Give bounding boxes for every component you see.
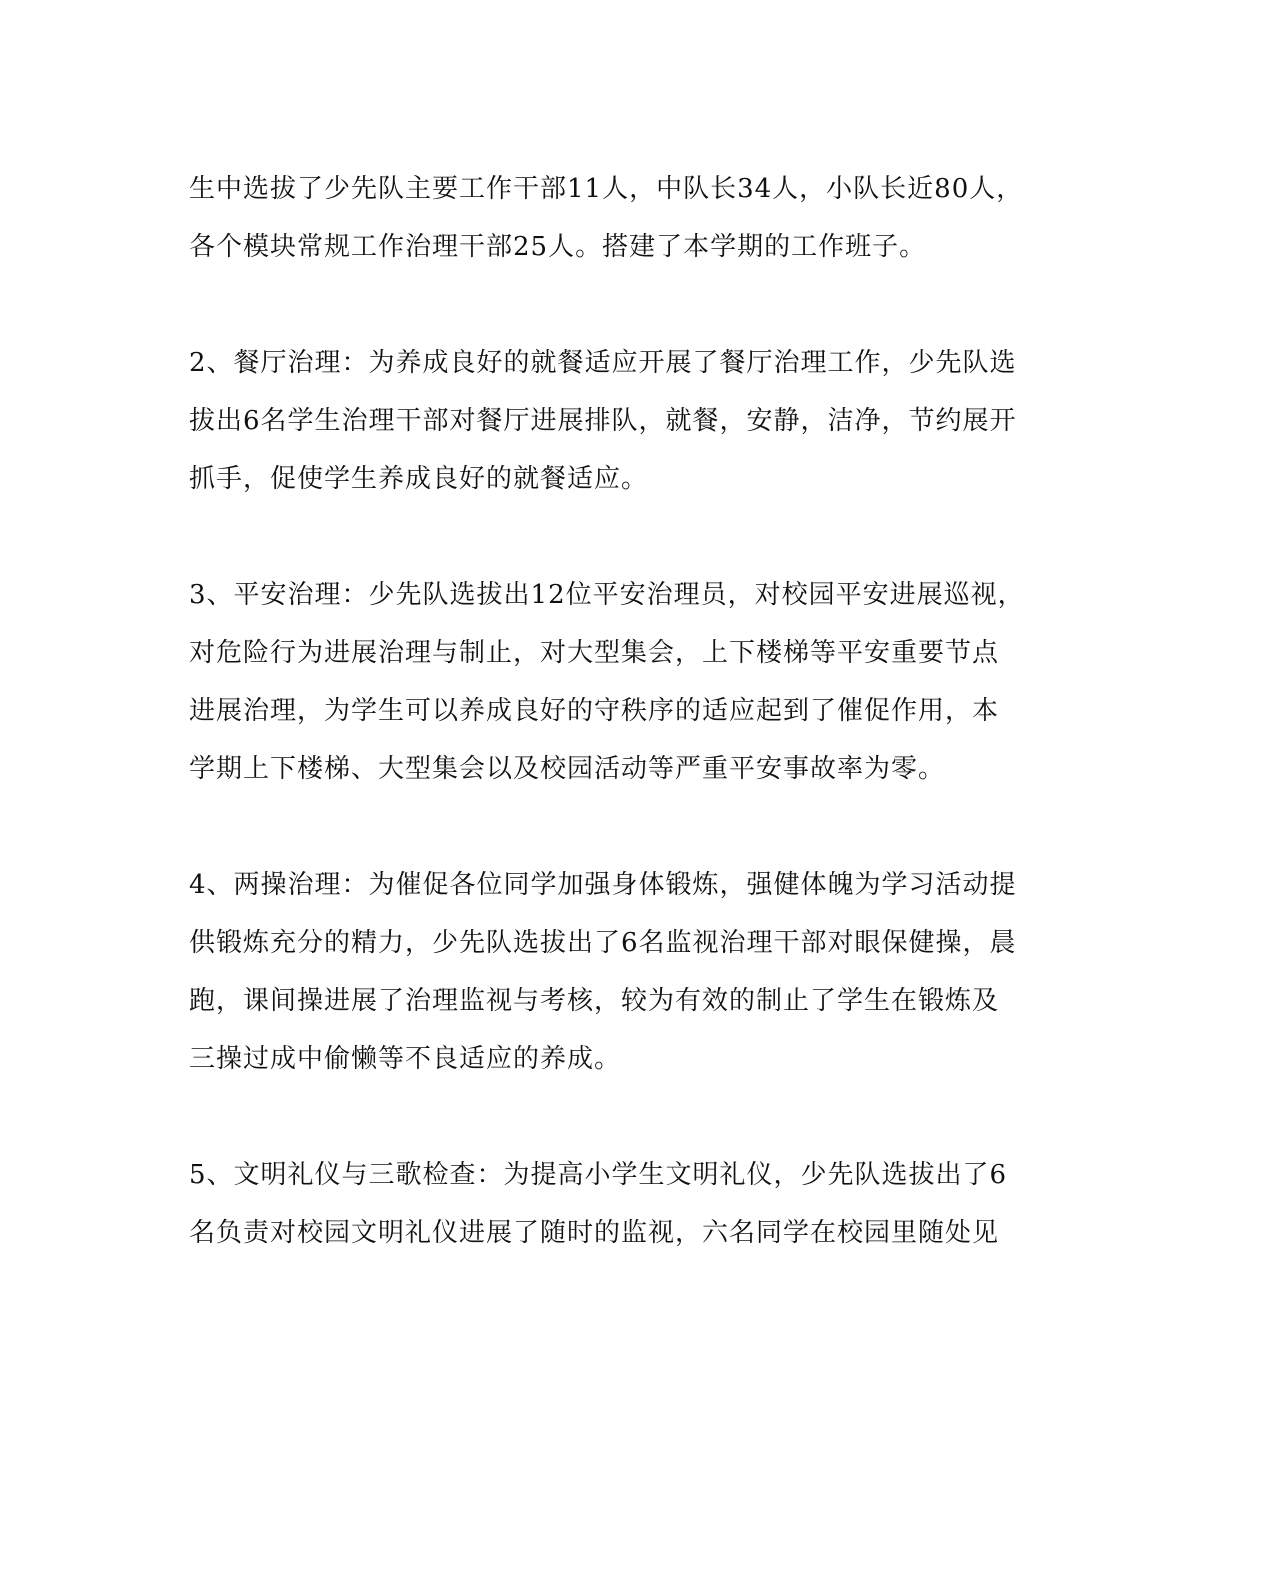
text-line: 3、平安治理：少先队选拔出12位平安治理员，对校园平安进展巡视， [189,580,1025,610]
text-line: 4、两操治理：为催促各位同学加强身体锻炼，强健体魄为学习活动提 [189,870,1017,900]
text-line: 抓手，促使学生养成良好的就餐适应。 [189,464,649,494]
text-line: 拔出6名学生治理干部对餐厅进展排队，就餐，安静，洁净，节约展开 [189,406,1017,436]
paragraph-canteen-management [189,334,1069,508]
text-line: 对危险行为进展治理与制止，对大型集会，上下楼梯等平安重要节点 [189,638,1000,668]
paragraph-spacer [189,276,1069,334]
text-line: 进展治理，为学生可以养成良好的守秩序的适应起到了催促作用，本 [189,696,1000,726]
paragraph-exercise-management [189,856,1069,1088]
text-line: 名负责对校园文明礼仪进展了随时的监视，六名同学在校园里随处见 [189,1218,1000,1248]
text-line: 各个模块常规工作治理干部25人。搭建了本学期的工作班子。 [189,232,927,262]
text-line: 2、餐厅治理：为养成良好的就餐适应开展了餐厅治理工作，少先队选 [189,348,1017,378]
text-line: 5、文明礼仪与三歌检查：为提高小学生文明礼仪，少先队选拔出了6 [189,1160,1008,1190]
paragraph-etiquette-inspection [189,1146,1069,1262]
text-line: 学期上下楼梯、大型集会以及校园活动等严重平安事故率为零。 [189,754,946,784]
document-body [189,160,1069,1262]
text-line: 供锻炼充分的精力，少先队选拔出了6名监视治理干部对眼保健操，晨 [189,928,1017,958]
text-line: 生中选拔了少先队主要工作干部11人，中队长34人，小队长近80人， [189,174,1024,204]
paragraph-safety-management [189,566,1069,798]
paragraph-spacer [189,798,1069,856]
paragraph-cadre-selection [189,160,1069,276]
paragraph-spacer [189,508,1069,566]
text-line: 三操过成中偷懒等不良适应的养成。 [189,1044,622,1074]
text-line: 跑，课间操进展了治理监视与考核，较为有效的制止了学生在锻炼及 [189,986,1000,1016]
paragraph-spacer [189,1088,1069,1146]
